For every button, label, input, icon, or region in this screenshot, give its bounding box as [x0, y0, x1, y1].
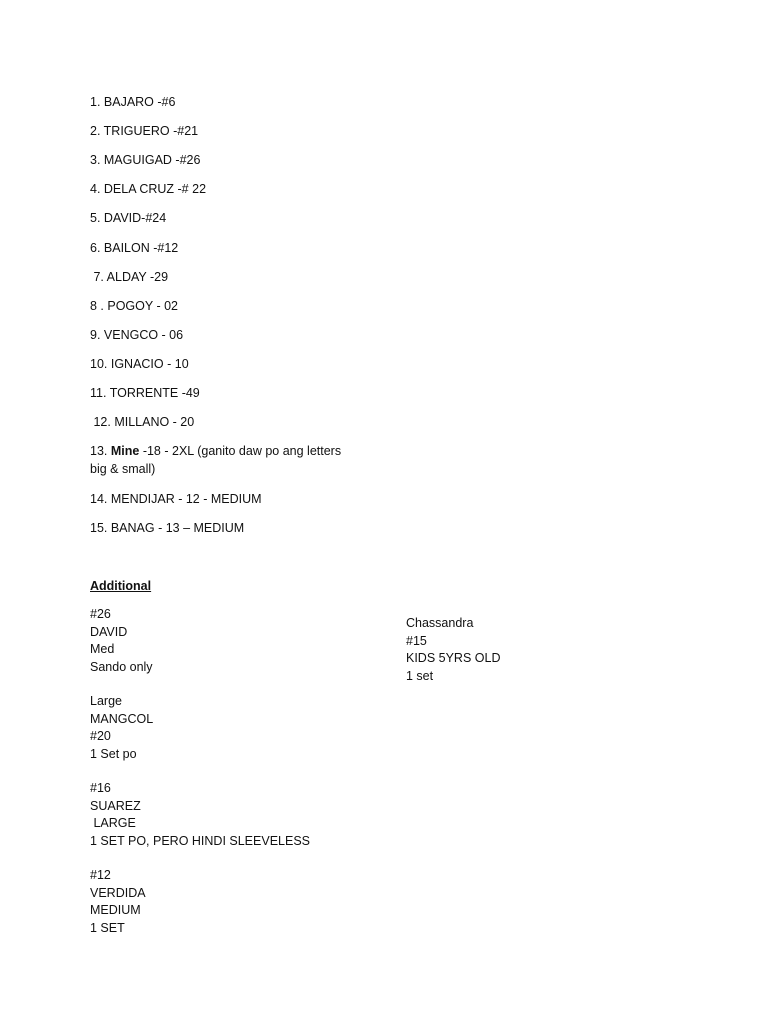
side-block: [406, 615, 500, 685]
block-line: Med: [90, 642, 115, 656]
list-item: 5. DAVID-#24: [90, 211, 167, 225]
list-item: 3. MAGUIGAD -#26: [90, 153, 201, 167]
block-line: SUAREZ: [90, 798, 141, 813]
list-item: 7. ALDAY -29: [90, 270, 169, 284]
block-line: Chassandra: [406, 616, 474, 630]
block-line: #20: [90, 729, 111, 743]
list-item: 9. VENGCO - 06: [90, 328, 184, 342]
block-line: #26: [90, 607, 111, 621]
list-item: 2. TRIGUERO -#21: [90, 124, 199, 138]
additional-heading: Additional: [90, 579, 152, 593]
list-item: 4. DELA CRUZ -# 22: [90, 182, 207, 196]
additional-block: [90, 867, 146, 937]
list-item: 8 . POGOY - 02: [90, 299, 179, 313]
block-line: DAVID: [90, 624, 128, 639]
list-item: 6. BAILON -#12: [90, 241, 179, 255]
item13-prefix: 13.: [90, 444, 111, 458]
block-line: 1 set: [406, 668, 434, 683]
block-line: #12: [90, 868, 111, 882]
additional-block: [90, 693, 153, 763]
block-line: Sando only: [90, 659, 153, 674]
block-line: Large: [90, 694, 122, 708]
block-line: MANGCOL: [90, 711, 154, 726]
list-item: 10. IGNACIO - 10: [90, 357, 189, 371]
block-line: 1 SET PO, PERO HINDI SLEEVELESS: [90, 833, 310, 848]
list-item: 11. TORRENTE -49: [90, 386, 200, 400]
block-line: LARGE: [90, 816, 136, 830]
list-item: 14. MENDIJAR - 12 - MEDIUM: [90, 492, 262, 506]
block-line: MEDIUM: [90, 903, 141, 917]
block-line: KIDS 5YRS OLD: [406, 651, 501, 665]
item13-bold: Mine: [110, 444, 140, 458]
block-line: 1 SET: [90, 920, 125, 935]
list-item: 12. MILLANO - 20: [90, 415, 195, 429]
block-line: VERDIDA: [90, 885, 146, 900]
block-line: 1 Set po: [90, 746, 137, 761]
additional-block: [90, 780, 310, 850]
item13-rest: -18 - 2XL (ganito daw po ang letters big & small): [90, 444, 342, 476]
list-item: 15. BANAG - 13 – MEDIUM: [90, 521, 245, 535]
additional-block: [90, 606, 153, 676]
list-item-13: [90, 442, 360, 478]
block-line: #16: [90, 781, 111, 795]
list-item: 1. BAJARO -#6: [90, 95, 176, 109]
block-line: #15: [406, 633, 427, 648]
